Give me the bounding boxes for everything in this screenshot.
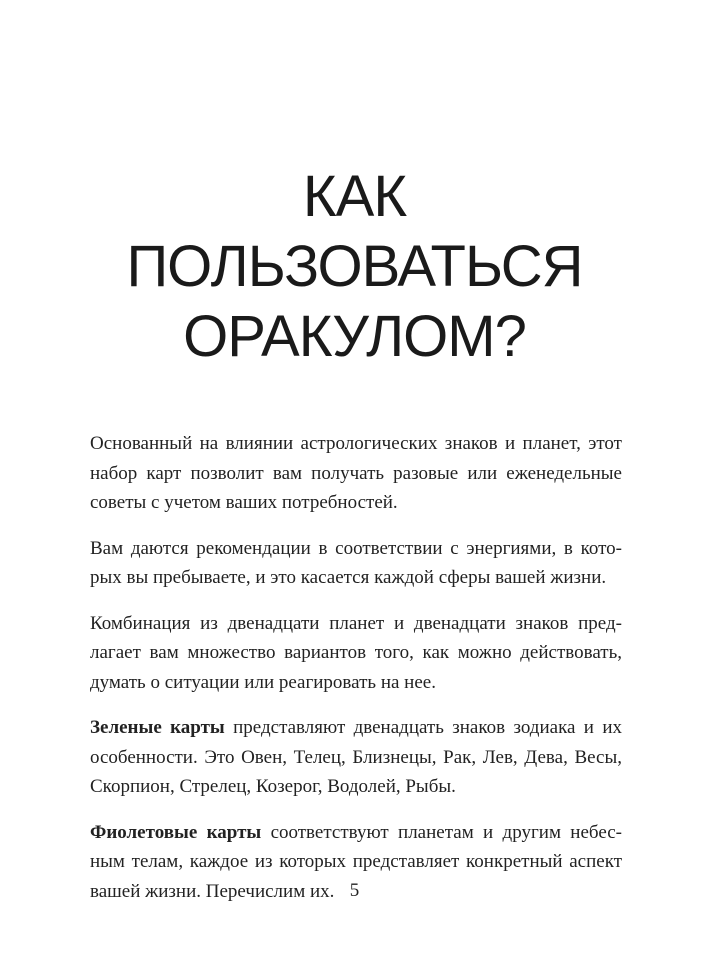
text-line: рых вы пребываете, и это касается каждой сферы вашей жизни. — [90, 567, 607, 588]
title-line-1: КАК — [302, 164, 407, 229]
text-line — [90, 713, 622, 743]
text-line — [90, 818, 622, 848]
paragraph-green-cards — [90, 713, 622, 802]
text-line: Комбинация из двенадцати планет и двенадцати знаков пред- — [90, 612, 622, 634]
text-line: набор карт позволит вам получать разовые или еженедельные — [90, 462, 622, 484]
text-line: особенности. Это Овен, Телец, Близнецы, Рак, Лев, Дева, Весы, — [90, 746, 622, 768]
violet-cards-term: Фиолетовые карты — [90, 821, 262, 843]
text-line: советы с учетом ваших потребностей. — [90, 492, 398, 513]
text-line: Вам даются рекомендации в соответствии с энергиями, в кото- — [90, 537, 622, 559]
paragraph-recommendations — [90, 534, 622, 593]
green-cards-term: Зеленые карты — [90, 717, 225, 738]
page-title — [0, 162, 709, 372]
text-line: Основанный на влиянии астрологических знаков и планет, этот — [90, 433, 622, 454]
title-line-3: ОРАКУЛОМ? — [183, 304, 526, 369]
body-text — [90, 429, 622, 922]
text-line: лагает вам множество вариантов того, как можно действовать, — [90, 642, 622, 663]
text-line: ным телам, каждое из которых представляет конкретный аспект — [90, 851, 622, 872]
paragraph-combination — [90, 609, 622, 698]
paragraph-intro — [90, 429, 622, 518]
text-line: думать о ситуации или реагировать на нее. — [90, 671, 436, 693]
title-line-2: ПОЛЬЗОВАТЬСЯ — [126, 234, 583, 299]
text-segment: соответствуют планетам и другим небес- — [261, 821, 622, 843]
page-number: 5 — [349, 880, 360, 901]
text-line: вашей жизни. Перечислим их. — [90, 880, 335, 902]
text-line: Скорпион, Стрелец, Козерог, Водолей, Рыбы. — [90, 776, 456, 797]
text-segment: представляют двенадцать знаков зодиака и их — [224, 717, 622, 738]
